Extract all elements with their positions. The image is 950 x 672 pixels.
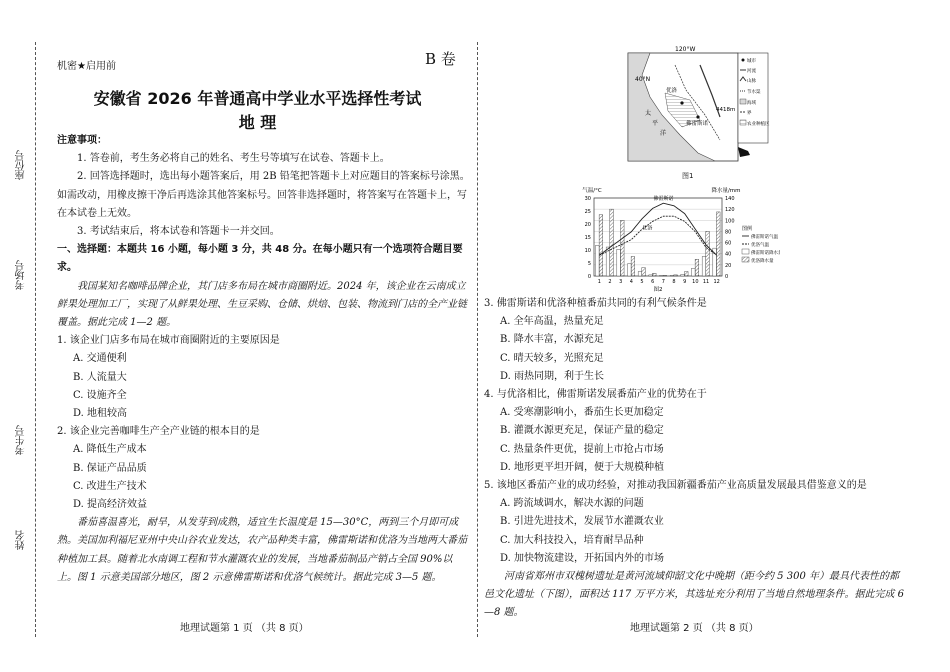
precip-bar xyxy=(695,259,699,276)
q1-option-a[interactable]: A. 交通便利 xyxy=(73,353,127,365)
y-axis-label-right: 降水量/mm xyxy=(711,188,741,194)
map-legend-mountain: 山脉 xyxy=(747,79,756,84)
q4-option-a[interactable]: A. 受寒潮影响小，番茄生长更加稳定 xyxy=(500,407,664,419)
passage-3: 河南省郑州市双槐树遗址是黄河流域仰韶文化中晚期（距今约 5 300 年）最具代表性的都邑文化遗址（下图），面积达 117 万平方米，其选址充分利用了当地自然地理条件。据此完成 6—8 题。 xyxy=(484,571,904,619)
precip-bar xyxy=(659,275,663,276)
legend-swatch xyxy=(742,257,749,262)
legend-label: 优洛气温 xyxy=(751,243,769,248)
confidential-mark: 机密★启用前 xyxy=(57,61,116,72)
q1-option-d[interactable]: D. 地租较高 xyxy=(73,408,128,420)
precip-bar xyxy=(610,209,614,276)
notice-2: 2. 回答选择题时，选出每小题答案后，用 2B 铅笔把答题卡上对应题目的答案标号涂黑。如需改动，用橡皮擦干净后再选涂其他答案标号。回答非选择题时，将答案写在答题卡上，写在本试卷上无效。 xyxy=(57,171,470,219)
map-label-fresno: 佛雷斯诺 xyxy=(686,121,709,127)
exam-room-label: 考场号 xyxy=(16,260,27,290)
legend-label: 优洛降水量 xyxy=(751,259,774,264)
x-tick-label: 2 xyxy=(608,279,612,285)
binding-line xyxy=(35,42,36,637)
right-column xyxy=(484,295,904,623)
q5-option-b[interactable]: B. 引进先进技术，发展节水灌溉农业 xyxy=(500,516,664,528)
q1-option-b[interactable]: B. 人流量大 xyxy=(73,371,127,383)
question-4: 4. 与优洛相比，佛雷斯诺发展番茄产业的优势在于 xyxy=(484,389,707,401)
precip-bar xyxy=(681,274,685,276)
climate-chart xyxy=(570,184,780,292)
us-west-map xyxy=(620,45,770,170)
candidate-number-label: 考生号 xyxy=(16,425,27,455)
precip-bar xyxy=(702,257,706,277)
map-ocean-label-1: 太 xyxy=(645,110,652,117)
precip-bar xyxy=(663,275,667,276)
left-tick-label: 25 xyxy=(584,209,591,215)
precip-bar xyxy=(652,273,656,276)
left-tick-label: 5 xyxy=(587,261,591,267)
chart-caption: 图2 xyxy=(653,287,663,292)
section-heading: 一、选择题：本题共 16 小题，每小题 3 分，共 48 分。在每小题只有一个选项符合题目要求。 xyxy=(57,244,463,274)
passage-2: 番茄喜温喜光，耐旱，从发芽到成熟，适宜生长温度是 15—30°C，两到三个月即可成熟。美国加利福尼亚州中央山谷农业发达，农产品种类丰富，佛雷斯诺和优洛为当地两大番茄种植加工县。随着北水南调工程和节水灌溉农业的发展，当地番茄制品产销占全国 90%以上。图 1 示意美国部分地区，图 2 示意佛雷斯诺和优洛气候统计。据此完成 3—5 题。 xyxy=(57,517,467,583)
q3-option-b[interactable]: B. 降水丰富，水源充足 xyxy=(500,334,604,346)
map-legend-box xyxy=(738,53,768,143)
legend-title: 图例 xyxy=(742,226,753,232)
x-tick-label: 6 xyxy=(651,279,655,285)
q2-option-a[interactable]: A. 降低生产成本 xyxy=(73,444,147,456)
page-footer-1: 地理试题第 1 页 （共 8 页） xyxy=(180,623,309,634)
right-tick-label: 140 xyxy=(725,196,735,202)
map-ocean-label-2: 平 xyxy=(652,120,659,127)
precip-bar xyxy=(638,272,642,276)
right-tick-label: 40 xyxy=(725,251,732,258)
left-column xyxy=(57,132,470,587)
question-5: 5. 该地区番茄产业的成功经验，对推动我国新疆番茄产业高质量发展最具借鉴意义的是 xyxy=(484,480,867,492)
line-label-yolo: 优洛 xyxy=(642,225,653,232)
q4-option-b[interactable]: B. 灌溉水源更充足，保证产量的稳定 xyxy=(500,425,664,437)
map-lon-label: 120°W xyxy=(675,46,696,53)
precip-bar xyxy=(670,275,674,276)
map-legend-canal: 节水渠 xyxy=(747,90,761,95)
question-2: 2. 该企业完善咖啡生产全产业链的根本目的是 xyxy=(57,426,260,438)
legend-label: 佛雷斯诺降水量 xyxy=(751,251,780,256)
x-tick-label: 3 xyxy=(619,279,623,285)
x-tick-label: 8 xyxy=(672,279,676,285)
map-lat-label: 40°N xyxy=(635,76,651,83)
city-marker xyxy=(696,115,699,118)
right-tick-label: 80 xyxy=(725,229,732,236)
precip-bar xyxy=(674,275,678,276)
notice-title: 注意事项： xyxy=(57,135,107,146)
map-legend-farm: 农业种植区 xyxy=(747,122,770,127)
map-ocean-label-3: 洋 xyxy=(660,130,667,137)
map-legend-sea: 海域 xyxy=(747,101,756,106)
right-tick-label: 100 xyxy=(725,218,735,225)
precip-bar xyxy=(642,268,646,276)
temperature-line xyxy=(599,203,716,255)
x-tick-label: 7 xyxy=(661,279,665,285)
map-legend-city: 城市 xyxy=(747,59,756,64)
q2-option-d[interactable]: D. 提高经济效益 xyxy=(73,499,148,511)
precip-bar xyxy=(716,212,720,276)
q3-option-a[interactable]: A. 全年高温，热量充足 xyxy=(500,316,604,328)
left-tick-label: 30 xyxy=(584,196,591,202)
notice-1: 1. 答卷前，考生务必将自己的姓名、考生号等填写在试卷、答题卡上。 xyxy=(77,153,390,165)
version-mark: B 卷 xyxy=(425,50,456,68)
right-tick-label: 60 xyxy=(725,240,732,247)
precip-bar xyxy=(617,249,621,276)
question-1: 1. 该企业门店多布局在城市商圈附近的主要原因是 xyxy=(57,335,280,347)
x-tick-label: 9 xyxy=(683,279,687,285)
question-3: 3. 佛雷斯诺和优洛种植番茄共同的有利气候条件是 xyxy=(484,298,707,309)
q5-option-a[interactable]: A. 跨流域调水，解决水源的问题 xyxy=(500,498,644,510)
right-tick-label: 120 xyxy=(725,207,735,214)
q4-option-d[interactable]: D. 地形更平坦开阔，便于大规模种植 xyxy=(500,461,665,473)
precip-bar xyxy=(620,220,624,276)
precip-bar xyxy=(631,257,635,277)
q5-option-c[interactable]: C. 加大科技投入，培育耐旱品种 xyxy=(500,534,644,546)
q4-option-c[interactable]: C. 热量条件更优，提前上市抢占市场 xyxy=(500,443,664,455)
x-tick-label: 10 xyxy=(692,279,699,285)
precip-bar xyxy=(649,275,653,276)
x-tick-label: 11 xyxy=(702,279,710,285)
page-footer-2: 地理试题第 2 页 （共 8 页） xyxy=(630,623,759,634)
precip-bar xyxy=(595,245,599,276)
y-axis-label-left: 气温/°C xyxy=(582,188,602,194)
right-tick-label: 0 xyxy=(725,274,729,280)
precip-bar xyxy=(599,215,603,276)
map-label-yolo: 优洛 xyxy=(666,88,678,94)
passage-1: 我国某知名咖啡品牌企业，其门店多布局在城市商圈附近。2024 年，该企业在云南成立鲜果处理加工厂，实现了从鲜果处理、生豆采购、仓储、烘焙、包装、物流到门店的全产业链覆盖。据此完成 1—2 题。 xyxy=(57,280,467,329)
map-legend-border: 界 xyxy=(747,111,752,116)
climate-chart-figure xyxy=(570,184,780,292)
notice-3: 3. 考试结束后，将本试卷和答题卡一并交回。 xyxy=(77,226,280,238)
column-divider xyxy=(477,42,478,637)
precip-bar xyxy=(691,268,695,276)
line-label-fresno: 佛雷斯诺 xyxy=(653,196,674,203)
q2-option-b[interactable]: B. 保证产品品质 xyxy=(73,462,147,474)
right-tick-label: 20 xyxy=(725,262,732,269)
map-elevation-label: 4418m xyxy=(716,107,736,113)
left-tick-label: 20 xyxy=(584,222,591,228)
lake-shape xyxy=(738,147,750,157)
left-tick-label: 15 xyxy=(584,235,591,241)
map-legend-river: 河流 xyxy=(747,69,756,74)
exam-title: 安徽省 2026 年普通高中学业水平选择性考试 xyxy=(93,89,422,108)
x-tick-label: 4 xyxy=(629,279,633,285)
name-label: 姓名 xyxy=(16,530,27,550)
q5-option-d[interactable]: D. 加快物流建设，开拓国内外的市场 xyxy=(500,552,665,564)
map-caption: 图1 xyxy=(682,172,694,180)
precip-bar xyxy=(627,264,631,276)
precip-bar xyxy=(684,272,688,276)
q1-option-c[interactable]: C. 设施齐全 xyxy=(73,389,127,401)
legend-label: 佛雷斯诺气温 xyxy=(751,235,778,240)
subject-title: 地 理 xyxy=(238,113,277,132)
x-tick-label: 12 xyxy=(713,279,720,285)
x-tick-label: 5 xyxy=(640,279,644,285)
q2-option-c[interactable]: C. 改进生产技术 xyxy=(73,480,147,492)
x-tick-label: 1 xyxy=(597,279,601,285)
city-marker xyxy=(680,101,683,104)
seat-number-label: 座位号 xyxy=(16,150,27,180)
left-tick-label: 10 xyxy=(584,248,591,254)
precip-bar xyxy=(706,231,710,276)
map-figure xyxy=(620,45,770,180)
left-tick-label: 0 xyxy=(587,274,591,280)
q3-option-c[interactable]: C. 晴天较多，光照充足 xyxy=(500,352,604,364)
q3-option-d[interactable]: D. 雨热同期，利于生长 xyxy=(500,370,605,382)
legend-swatch xyxy=(742,249,749,254)
